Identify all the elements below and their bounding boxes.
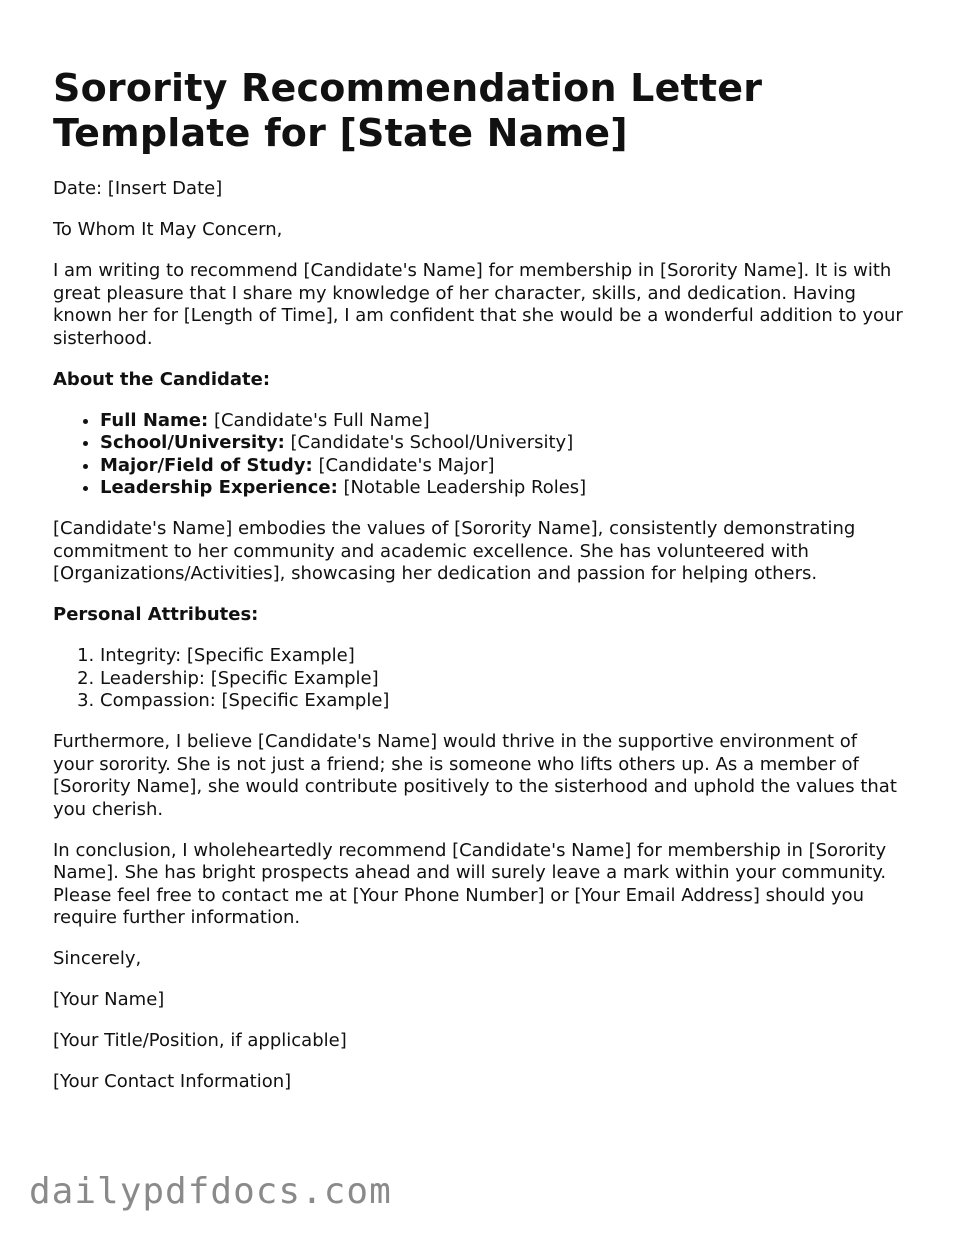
watermark: dailypdfdocs.com	[29, 1171, 392, 1212]
list-item-value: [Candidate's School/University]	[290, 432, 574, 453]
salutation: To Whom It May Concern,	[53, 219, 283, 240]
signature-title: [Your Title/Position, if applicable]	[53, 1030, 347, 1051]
list-item-label: Leadership Experience:	[100, 477, 338, 498]
list-item-value: [Candidate's Full Name]	[213, 409, 430, 431]
list-item-value: [Notable Leadership Roles]	[343, 477, 587, 498]
list-item-label: Major/Field of Study:	[100, 454, 313, 476]
list-item	[100, 455, 903, 478]
list-item-label: Full Name:	[100, 409, 209, 431]
conclusion-paragraph: In conclusion, I wholeheartedly recommend [Candidate's Name] for membership in [Sorority Name]. She has bright prospects ahead and will surely leave a mark within your community. Please feel free to contact me at [Your Phone Number] or [Your Email Address] should you require further information.	[53, 839, 887, 928]
date-line: Date: [Insert Date]	[53, 178, 223, 199]
personal-attributes-list	[53, 645, 903, 713]
list-item	[100, 410, 903, 433]
list-item: 2. Leadership: [Specific Example]	[100, 668, 903, 691]
document-title: Sorority Recommendation Letter Template for [State Name]	[53, 66, 763, 155]
letter-document	[53, 66, 903, 1112]
list-item-label: School/University:	[100, 432, 285, 453]
about-candidate-list	[53, 410, 903, 500]
furthermore-paragraph: Furthermore, I believe [Candidate's Name] would thrive in the supportive environment of your sorority. She is not just a friend; she is someone who lifts others up. As a member of [Sorority Name], she would contribute positively to the sisterhood and uphold the values that you cherish.	[53, 731, 897, 820]
about-candidate-heading: About the Candidate:	[53, 368, 271, 390]
list-item	[100, 477, 903, 500]
signature-contact: [Your Contact Information]	[53, 1071, 292, 1092]
list-item: 1. Integrity: [Specific Example]	[100, 645, 903, 668]
list-item-value: [Candidate's Major]	[318, 454, 495, 476]
closing: Sincerely,	[53, 948, 142, 969]
intro-paragraph: I am writing to recommend [Candidate's Name] for membership in [Sorority Name]. It is with great pleasure that I share my knowledge of her character, skills, and dedication. Having known her for [Length of Time], I am confident that she would be a wonderful addition to your sisterhood.	[53, 260, 903, 349]
list-item	[100, 432, 903, 455]
personal-attributes-heading: Personal Attributes:	[53, 604, 259, 625]
list-item: 3. Compassion: [Specific Example]	[100, 690, 903, 713]
values-paragraph: [Candidate's Name] embodies the values of [Sorority Name], consistently demonstrating commitment to her community and academic excellence. She has volunteered with [Organizations/Activities], showcasing her dedication and passion for helping others.	[53, 518, 856, 584]
signature-name: [Your Name]	[53, 989, 165, 1010]
